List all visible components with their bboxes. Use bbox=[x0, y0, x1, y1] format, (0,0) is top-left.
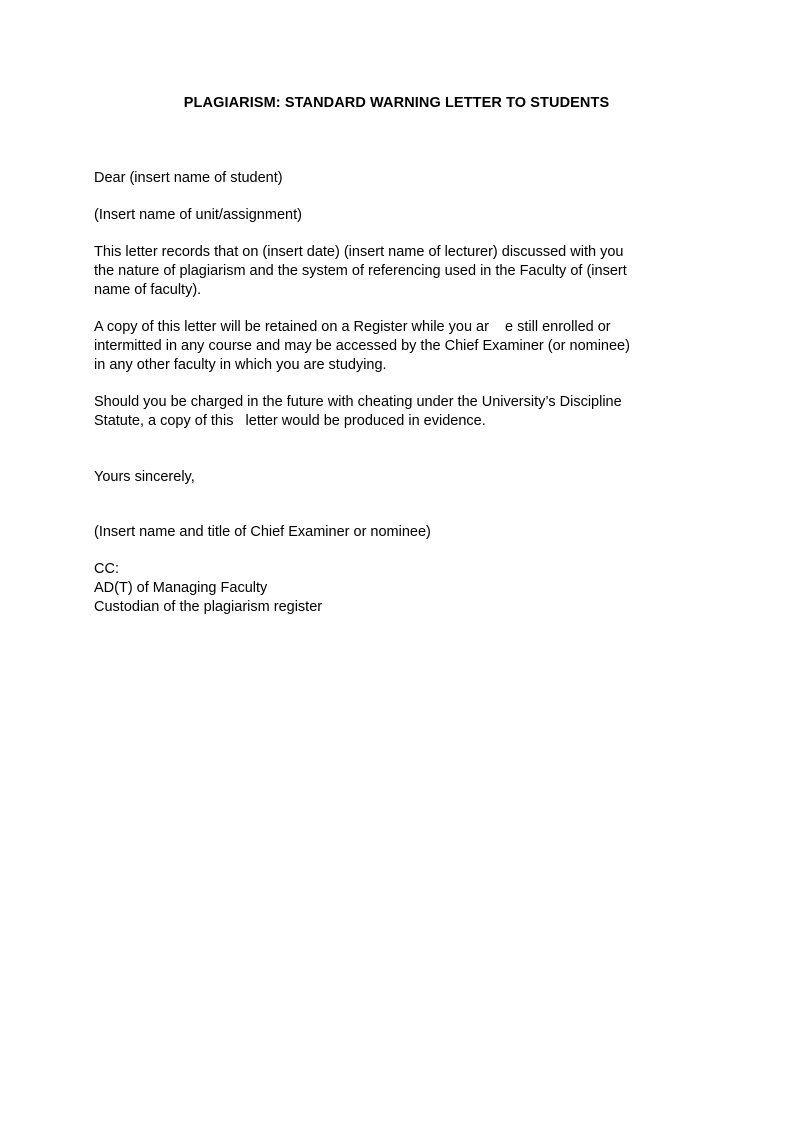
paragraph-register bbox=[94, 318, 694, 375]
paragraph-discussion bbox=[94, 243, 694, 300]
salutation bbox=[94, 169, 694, 188]
signatory bbox=[94, 523, 694, 542]
paragraph-line: in any other faculty in which you are studying. bbox=[94, 357, 387, 373]
cc-recipient: Custodian of the plagiarism register bbox=[94, 599, 323, 615]
salutation-text: Dear (insert name of student) bbox=[94, 170, 283, 186]
paragraph-line: name of faculty). bbox=[94, 282, 202, 298]
paragraph-evidence bbox=[94, 393, 694, 431]
signatory-text: (Insert name and title of Chief Examiner or nominee) bbox=[94, 524, 431, 540]
cc-block bbox=[94, 560, 694, 617]
paragraph-line: This letter records that on (insert date) (insert name of lecturer) discussed with you bbox=[94, 244, 624, 260]
cc-label: CC: bbox=[94, 561, 119, 577]
closing bbox=[94, 468, 694, 487]
closing-text: Yours sincerely, bbox=[94, 469, 195, 485]
unit-line bbox=[94, 206, 694, 225]
paragraph-line: Statute, a copy of this letter would be produced in evidence. bbox=[94, 413, 486, 429]
paragraph-line: Should you be charged in the future with cheating under the University’s Discipline bbox=[94, 394, 622, 410]
cc-recipient: AD(T) of Managing Faculty bbox=[94, 580, 268, 596]
paragraph-line: A copy of this letter will be retained on a Register while you ar e still enrolled or bbox=[94, 319, 611, 335]
paragraph-line: the nature of plagiarism and the system of referencing used in the Faculty of (insert bbox=[94, 263, 627, 279]
unit-line-text: (Insert name of unit/assignment) bbox=[94, 207, 302, 223]
paragraph-line: intermitted in any course and may be accessed by the Chief Examiner (or nominee) bbox=[94, 338, 630, 354]
page-title: PLAGIARISM: STANDARD WARNING LETTER TO STUDENTS bbox=[183, 95, 610, 111]
